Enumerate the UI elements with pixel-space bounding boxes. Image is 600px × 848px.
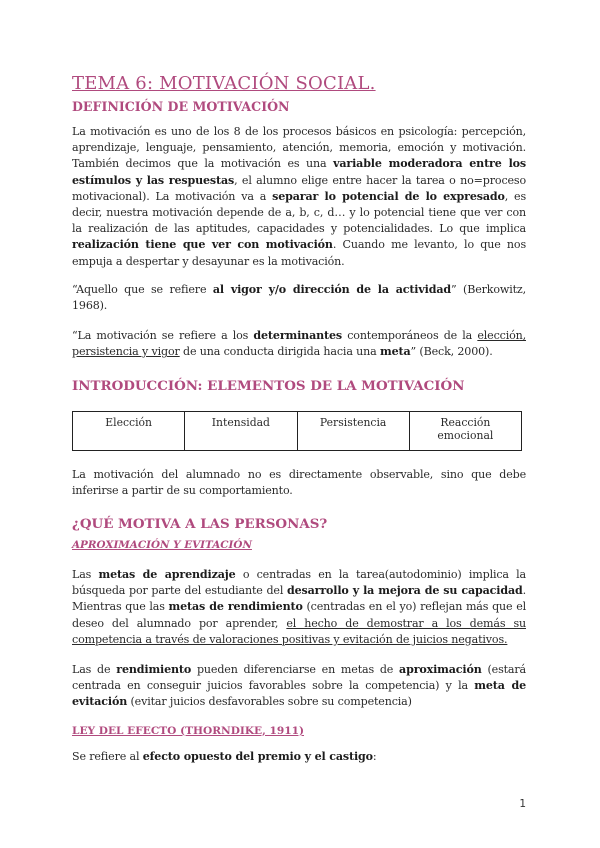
definition-paragraph: La motivación es uno de los 8 de los procesos básicos en psicología: percepción, aprendizaje, lenguaje, pensamiento, atención, memoria, emoción y motivación. También decimos que la motivación es una variable moderadora entre los estímulos y las respuestas, el alumno elige entre hacer la tarea o no=proceso motivacional). La motivación va a separar lo potencial de lo expresado, es decir, nuestra motivación depende de a, b, c, d… y lo potencial tiene que ver con la realización de las aptitudes, capacidades y potencialidades. Lo que implica realización tiene que ver con motivación. Cuando me levanto, lo que nos empuja a despertar y desayunar es la motivación.: [72, 125, 527, 268]
introduction-heading: INTRODUCCIÓN: ELEMENTOS DE LA MOTIVACIÓN: [72, 377, 465, 394]
page-title: TEMA 6: MOTIVACIÓN SOCIAL.: [72, 73, 376, 94]
berkowitz-quote: “Aquello que se refiere al vigor y/o dirección de la actividad” (Berkowitz, 1968).: [72, 282, 526, 313]
learning-goals-paragraph: Las metas de aprendizaje o centradas en la tarea(autodominio) implica la búsqueda por parte del estudiante del desarrollo y la mejora de su capacidad. Mientras que las metas de rendimiento (centradas en el yo) reflejan más que el deseo del alumnado por aprender, el hecho de demostrar a los demás su competencia a través de valoraciones positivas y evitación de juicios negativos.: [72, 568, 527, 646]
definition-heading: DEFINICIÓN DE MOTIVACIÓN: [72, 99, 290, 114]
table-cell: Persistencia: [297, 411, 409, 450]
approach-avoidance-subheading: APROXIMACIÓN Y EVITACIÓN: [72, 539, 252, 552]
beck-quote: “La motivación se refiere a los determinantes contemporáneos de la elección, persistencia y vigor de una conducta dirigida hacia una meta” (Beck, 2000).: [72, 329, 526, 359]
table-cell: Elección: [73, 411, 185, 450]
table-cell: Intensidad: [185, 411, 297, 450]
observable-paragraph: La motivación del alumnado no es directamente observable, sino que debe inferirse a partir de su comportamiento.: [72, 467, 526, 497]
page-number: 1: [519, 798, 526, 810]
elements-table: [72, 411, 522, 451]
table-row: [73, 411, 522, 450]
performance-goals-paragraph: Las de rendimiento pueden diferenciarse en metas de aproximación (estará centrada en conseguir juicios favorables sobre la competencia) y la meta de evitación (evitar juicios desfavorables sobre su competencia): [72, 663, 526, 709]
table-cell: Reacción emocional: [409, 411, 521, 450]
document-page: [72, 72, 526, 765]
law-of-effect-paragraph: Se refiere al efecto opuesto del premio y el castigo:: [72, 749, 377, 763]
what-motivates-heading: ¿QUÉ MOTIVA A LAS PERSONAS?: [72, 516, 328, 533]
law-of-effect-heading: LEY DEL EFECTO (THORNDIKE, 1911): [72, 724, 304, 737]
